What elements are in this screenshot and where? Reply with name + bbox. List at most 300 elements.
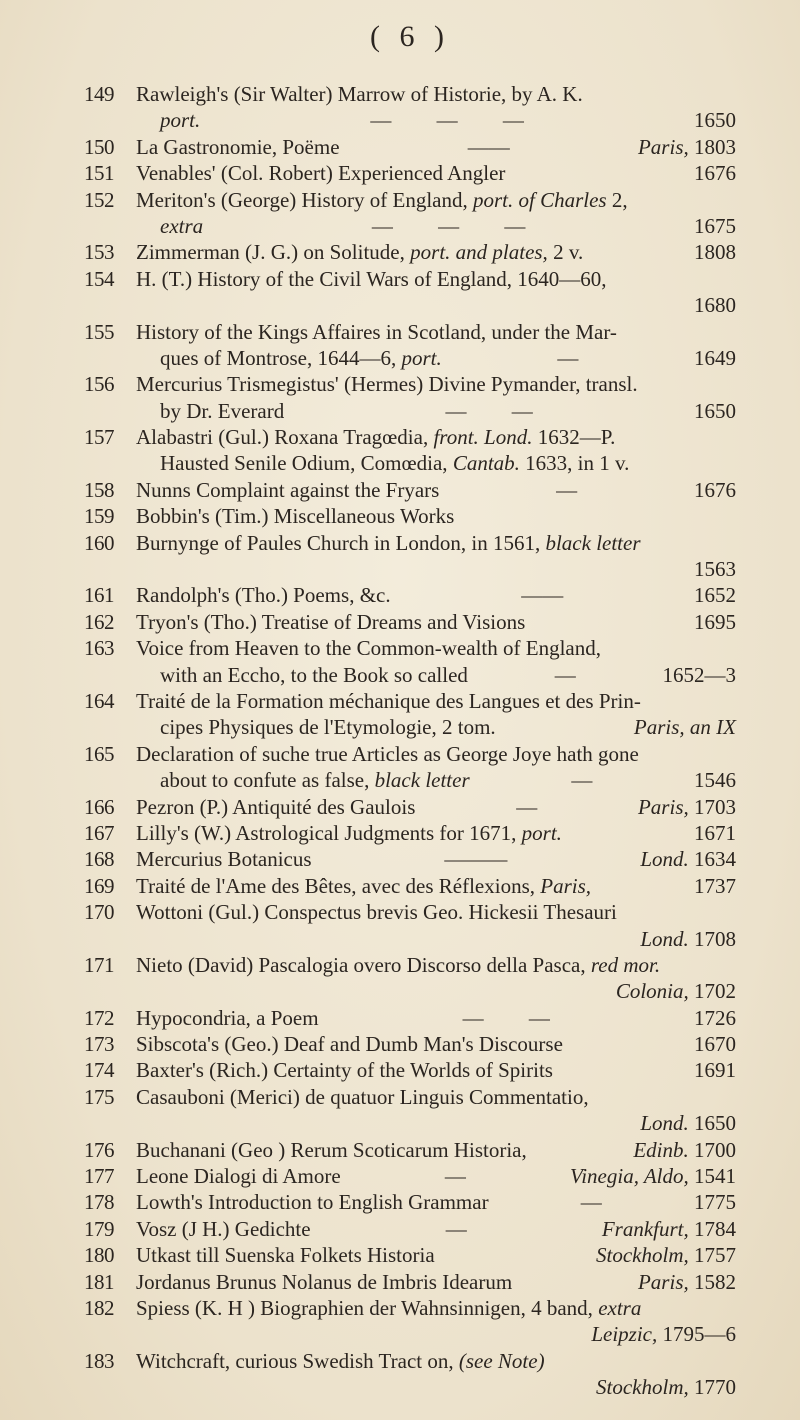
entry-imprint	[694, 1058, 736, 1083]
entry-text	[136, 847, 312, 872]
entry-text	[136, 610, 525, 635]
entry-body	[136, 979, 736, 1004]
entry-body	[136, 346, 736, 371]
entry-body	[136, 82, 736, 107]
text-segment: Hypocondria, a Poem	[136, 1005, 319, 1030]
entry-imprint	[694, 108, 736, 133]
imprint-year: 1726	[694, 1005, 736, 1030]
leader-dashes: ———	[444, 847, 508, 872]
entry-body	[136, 583, 736, 608]
catalog-entry	[84, 1270, 736, 1296]
entry-number: 151	[84, 161, 114, 186]
catalog-entry	[84, 1164, 736, 1190]
catalog-entry-continuation	[84, 346, 736, 372]
entry-text	[136, 900, 617, 925]
entry-body	[136, 1322, 736, 1347]
catalog-entry	[84, 372, 736, 398]
entry-body	[136, 663, 736, 688]
entry-number: 158	[84, 477, 114, 502]
imprint-year: 1695	[694, 609, 736, 634]
entry-text	[136, 1243, 435, 1268]
italic-text: port.	[521, 820, 562, 845]
catalog-entry	[84, 847, 736, 873]
entry-number: 176	[84, 1137, 114, 1162]
entry-body	[136, 1270, 736, 1295]
entry-number: 181	[84, 1269, 114, 1294]
text-segment: with an Eccho, to the Book so called	[160, 662, 468, 687]
entry-body	[136, 1296, 736, 1321]
catalog-entry	[84, 531, 736, 557]
entry-text	[136, 1270, 512, 1295]
entry-number: 174	[84, 1058, 114, 1083]
entry-text	[160, 214, 203, 239]
imprint-year: 1676	[694, 477, 736, 502]
entry-text	[160, 346, 442, 371]
catalog-entry	[84, 135, 736, 161]
entry-number: 182	[84, 1295, 114, 1320]
italic-text: red mor.	[590, 952, 661, 977]
entry-number: 165	[84, 741, 114, 766]
entry-imprint	[596, 1243, 736, 1268]
entry-imprint	[694, 346, 736, 371]
imprint-place: Colonia,	[615, 979, 689, 1004]
entry-imprint	[638, 1270, 736, 1295]
entry-imprint	[694, 768, 736, 793]
catalog-entry-continuation	[84, 1375, 736, 1401]
catalog-entry	[84, 1058, 736, 1084]
imprint-place: Paris,	[637, 1269, 689, 1294]
entry-imprint	[694, 478, 736, 503]
entry-number: 154	[84, 266, 114, 291]
imprint-year: 1634	[688, 847, 736, 872]
entry-body	[136, 795, 736, 820]
leader-dashes: ——	[521, 583, 564, 608]
text-segment: Voice from Heaven to the Common-wealth of England,	[136, 636, 601, 661]
catalog-entry	[84, 1243, 736, 1269]
leader-dashes: —	[444, 1164, 466, 1189]
entry-imprint	[694, 1190, 736, 1215]
text-segment: Traité de l'Ame des Bêtes, avec des Réflexions,	[136, 873, 541, 898]
catalog-entry-continuation	[84, 399, 736, 425]
imprint-year: 1671	[694, 820, 736, 845]
text-segment: 1633, in 1 v.	[519, 451, 630, 476]
entry-imprint	[694, 1006, 736, 1031]
entry-text	[136, 583, 391, 608]
leader-dashes: —	[445, 1216, 467, 1241]
italic-text: port.	[160, 108, 201, 133]
catalog-entry	[84, 610, 736, 636]
entry-imprint	[694, 821, 736, 846]
entry-number: 172	[84, 1005, 114, 1030]
entry-text	[136, 1006, 319, 1031]
entry-text	[160, 399, 284, 424]
entry-number: 163	[84, 636, 114, 661]
entry-imprint	[616, 979, 736, 1004]
entry-body	[136, 531, 736, 556]
imprint-place: Stockholm,	[596, 1243, 689, 1268]
entry-text	[136, 1217, 311, 1242]
entry-text	[160, 768, 470, 793]
catalog-entry-continuation	[84, 108, 736, 134]
entry-number: 152	[84, 187, 114, 212]
imprint-year: 1708	[688, 926, 736, 951]
entry-imprint	[694, 557, 736, 582]
catalog-entry	[84, 742, 736, 768]
entry-imprint	[694, 293, 736, 318]
text-segment: ques of Montrose, 1644—6,	[160, 345, 402, 370]
catalog-entry	[84, 1032, 736, 1058]
text-segment: Lowth's Introduction to English Grammar	[136, 1190, 489, 1215]
catalog-entry	[84, 504, 736, 530]
imprint-year: 1650	[694, 398, 736, 423]
entry-body	[136, 320, 736, 345]
catalog-entry	[84, 1296, 736, 1322]
entry-text	[136, 161, 505, 186]
entry-body	[136, 478, 736, 503]
entry-imprint	[694, 610, 736, 635]
imprint-place: Lond.	[640, 847, 689, 872]
entry-body	[136, 425, 736, 450]
imprint-year: 1652—3	[662, 662, 736, 687]
entry-number: 177	[84, 1164, 114, 1189]
leader-dashes: —	[554, 662, 576, 687]
catalog-entry	[84, 82, 736, 108]
entry-body	[136, 1164, 736, 1189]
imprint-year: 1691	[694, 1058, 736, 1083]
imprint-place: Vinegia, Aldo,	[569, 1164, 689, 1189]
imprint-place: Paris,	[637, 794, 689, 819]
imprint-place: Edinb.	[633, 1137, 689, 1162]
text-segment: Traité de la Formation méchanique des Langues et des Prin-	[136, 688, 641, 713]
italic-text: extra	[160, 213, 204, 238]
text-segment: Lilly's (W.) Astrological Judgments for 1671,	[136, 820, 522, 845]
imprint-year: 1808	[694, 240, 736, 265]
catalog-entry-continuation	[84, 557, 736, 583]
text-segment: History of the Kings Affaires in Scotland, under the Mar-	[136, 319, 617, 344]
entry-text	[136, 1190, 489, 1215]
entry-number: 178	[84, 1190, 114, 1215]
catalog-entry-continuation	[84, 214, 736, 240]
text-segment: Leone Dialogi di Amore	[136, 1164, 341, 1189]
entry-text	[136, 1296, 641, 1321]
entry-number: 166	[84, 794, 114, 819]
imprint-place: Paris, an IX	[633, 715, 736, 740]
entry-imprint	[640, 847, 736, 872]
catalog-entry	[84, 636, 736, 662]
catalog-entry	[84, 900, 736, 926]
entry-body	[136, 399, 736, 424]
leader-dashes: —	[516, 794, 538, 819]
entry-text	[136, 821, 562, 846]
entry-number: 169	[84, 873, 114, 898]
catalog-entry-continuation	[84, 979, 736, 1005]
entry-body	[136, 847, 736, 872]
imprint-year: 1795—6	[657, 1322, 736, 1347]
text-segment: Declaration of suche true Articles as George Joye hath gone	[136, 741, 639, 766]
catalog-entry	[84, 425, 736, 451]
entry-number: 162	[84, 609, 114, 634]
imprint-place: Leipzic,	[591, 1322, 658, 1347]
entry-number: 153	[84, 240, 114, 265]
entry-imprint	[591, 1322, 736, 1347]
entry-body	[136, 108, 736, 133]
entry-text	[136, 1085, 589, 1110]
text-segment: Hausted Senile Odium, Comœdia,	[160, 451, 453, 476]
catalog-entry-continuation	[84, 451, 736, 477]
text-segment: Zimmerman (J. G.) on Solitude,	[136, 240, 411, 265]
imprint-year: 1650	[688, 1111, 736, 1136]
catalog-entry	[84, 795, 736, 821]
catalog-entry	[84, 1190, 736, 1216]
entry-text	[136, 1349, 545, 1374]
text-segment: Sibscota's (Geo.) Deaf and Dumb Man's Discourse	[136, 1032, 563, 1057]
entry-body	[136, 1032, 736, 1057]
entry-text	[136, 531, 641, 556]
text-segment: Bobbin's (Tim.) Miscellaneous Works	[136, 504, 455, 529]
entry-imprint	[663, 663, 737, 688]
entry-number: 150	[84, 134, 114, 159]
catalog-entry-continuation	[84, 1111, 736, 1137]
entry-imprint	[694, 1032, 736, 1057]
text-segment: La Gastronomie, Poëme	[136, 134, 340, 159]
entry-text	[136, 1032, 563, 1057]
imprint-year: 1680	[694, 293, 736, 318]
entry-number: 170	[84, 900, 114, 925]
catalog-entry-continuation	[84, 927, 736, 953]
text-segment: H. (T.) History of the Civil Wars of England, 1640—60,	[136, 266, 607, 291]
entry-body	[136, 1111, 736, 1136]
text-segment: Mercurius Trismegistus' (Hermes) Divine Pymander, transl.	[136, 372, 638, 397]
entry-imprint	[596, 1375, 736, 1400]
entry-number: 149	[84, 82, 114, 106]
catalog-entry-continuation	[84, 663, 736, 689]
text-segment: Pezron (P.) Antiquité des Gaulois	[136, 794, 416, 819]
imprint-year: 1803	[688, 134, 736, 159]
entry-text	[136, 504, 454, 529]
leader-dashes: — — —	[371, 213, 526, 238]
catalog-list	[84, 82, 736, 1402]
text-segment: Burnynge of Paules Church in London, in 1561,	[136, 530, 546, 555]
text-segment: Randolph's (Tho.) Poems, &c.	[136, 583, 391, 608]
imprint-year: 1675	[694, 213, 736, 238]
entry-body	[136, 293, 736, 318]
catalog-entry	[84, 320, 736, 346]
imprint-year: 1670	[694, 1032, 736, 1057]
entry-body	[136, 372, 736, 397]
entry-number: 183	[84, 1348, 114, 1373]
entry-number: 156	[84, 372, 114, 397]
entry-body	[136, 953, 736, 978]
imprint-year: 1775	[694, 1190, 736, 1215]
imprint-year: 1757	[688, 1243, 736, 1268]
text-segment: Witchcraft, curious Swedish Tract on,	[136, 1348, 459, 1373]
entry-body	[136, 1375, 736, 1400]
text-segment: cipes Physiques de l'Etymologie, 2 tom.	[160, 715, 496, 740]
entry-imprint	[638, 795, 736, 820]
imprint-year: 1546	[694, 768, 736, 793]
entry-number: 164	[84, 688, 114, 713]
entry-text	[136, 742, 639, 767]
entry-body	[136, 557, 736, 582]
imprint-year: 1582	[688, 1269, 736, 1294]
catalog-entry	[84, 1217, 736, 1243]
text-segment: Spiess (K. H ) Biographien der Wahnsinnigen, 4 band,	[136, 1295, 599, 1320]
entry-text	[136, 82, 583, 107]
entry-text	[136, 267, 607, 292]
imprint-year: 1703	[688, 794, 736, 819]
catalog-entry	[84, 478, 736, 504]
entry-text	[136, 689, 641, 714]
italic-text: (see Note)	[458, 1348, 545, 1373]
text-segment: Vosz (J H.) Gedichte	[136, 1216, 311, 1241]
catalog-entry-continuation	[84, 715, 736, 741]
leader-dashes: — — —	[370, 108, 524, 133]
italic-text: black letter	[374, 768, 470, 793]
italic-text: black letter	[545, 530, 641, 555]
catalog-entry	[84, 821, 736, 847]
entry-text	[136, 795, 415, 820]
leader-dashes: —	[580, 1190, 602, 1215]
entry-body	[136, 636, 736, 661]
entry-imprint	[694, 240, 736, 265]
page-number: ( 6 )	[370, 20, 450, 53]
text-segment: Meriton's (George) History of England,	[136, 187, 473, 212]
imprint-place: Frankfurt,	[601, 1216, 689, 1241]
entry-body	[136, 1190, 736, 1215]
text-segment: Nieto (David) Pascalogia overo Discorso della Pasca,	[136, 952, 591, 977]
catalog-entry	[84, 267, 736, 293]
entry-text	[136, 478, 439, 503]
catalog-entry	[84, 874, 736, 900]
entry-body	[136, 1138, 736, 1163]
entry-text	[160, 715, 496, 740]
text-segment: Nunns Complaint against the Fryars	[136, 477, 440, 502]
entry-body	[136, 267, 736, 292]
catalog-entry	[84, 161, 736, 187]
entry-body	[136, 504, 736, 529]
entry-text	[136, 135, 340, 160]
italic-text: port.	[401, 345, 442, 370]
catalog-entry-continuation	[84, 293, 736, 319]
leader-dashes: ——	[467, 134, 510, 159]
imprint-place: Lond.	[640, 926, 689, 951]
imprint-year: 1770	[688, 1375, 736, 1400]
imprint-year: 1652	[694, 583, 736, 608]
entry-text	[136, 320, 617, 345]
entry-body	[136, 821, 736, 846]
imprint-year: 1541	[688, 1164, 736, 1189]
entry-text	[136, 240, 583, 265]
entry-number: 173	[84, 1032, 114, 1057]
entry-body	[136, 1006, 736, 1031]
entry-text	[160, 108, 200, 133]
entry-text	[136, 372, 638, 397]
catalog-entry	[84, 1006, 736, 1032]
entry-number: 160	[84, 530, 114, 555]
imprint-year: 1563	[694, 557, 736, 582]
entry-text	[136, 425, 615, 450]
entry-body	[136, 135, 736, 160]
catalog-entry	[84, 689, 736, 715]
entry-text	[136, 1138, 527, 1163]
entry-number: 167	[84, 820, 114, 845]
entry-imprint	[640, 1111, 736, 1136]
leader-dashes: —	[556, 477, 578, 502]
catalog-entry	[84, 953, 736, 979]
catalog-entry-continuation	[84, 768, 736, 794]
text-segment: by Dr. Everard	[160, 398, 285, 423]
catalog-entry	[84, 240, 736, 266]
italic-text: front. Lond.	[433, 425, 533, 450]
italic-text: port. and plates,	[410, 240, 548, 265]
italic-text: extra	[598, 1295, 642, 1320]
entry-body	[136, 1217, 736, 1242]
imprint-year: 1784	[688, 1216, 736, 1241]
imprint-year: 1676	[694, 161, 736, 186]
entry-body	[136, 161, 736, 186]
text-segment: Venables' (Col. Robert) Experienced Angler	[136, 161, 506, 186]
text-segment: Tryon's (Tho.) Treatise of Dreams and Visions	[136, 609, 526, 634]
text-segment: about to confute as false,	[160, 768, 375, 793]
entry-text	[160, 451, 629, 476]
entry-imprint	[570, 1164, 736, 1189]
text-segment: Jordanus Brunus Nolanus de Imbris Idearum	[136, 1269, 513, 1294]
entry-imprint	[602, 1217, 736, 1242]
entry-number: 179	[84, 1216, 114, 1241]
text-segment: 1632—P.	[532, 425, 616, 450]
italic-text: Cantab.	[452, 451, 520, 476]
imprint-year: 1650	[694, 108, 736, 133]
entry-text	[136, 874, 591, 899]
entry-number: 175	[84, 1084, 114, 1109]
entry-body	[136, 874, 736, 899]
entry-text	[136, 636, 601, 661]
entry-body	[136, 188, 736, 213]
catalog-entry	[84, 1349, 736, 1375]
entry-text	[160, 663, 468, 688]
leader-dashes: —	[557, 345, 579, 370]
entry-number: 155	[84, 319, 114, 344]
imprint-place: Lond.	[640, 1111, 689, 1136]
catalog-entry	[84, 1085, 736, 1111]
imprint-year: 1737	[694, 873, 736, 898]
entry-body	[136, 768, 736, 793]
entry-imprint	[694, 161, 736, 186]
text-segment: 2 v.	[547, 240, 584, 265]
entry-body	[136, 451, 736, 476]
imprint-year: 1702	[688, 979, 736, 1004]
entry-body	[136, 240, 736, 265]
entry-text	[136, 188, 628, 213]
catalog-entry	[84, 583, 736, 609]
entry-text	[136, 1058, 553, 1083]
text-segment: Buchanani (Geo ) Rerum Scoticarum Historia,	[136, 1137, 527, 1162]
entry-imprint	[634, 715, 736, 740]
entry-number: 157	[84, 425, 114, 450]
entry-body	[136, 610, 736, 635]
text-segment: 2,	[606, 187, 628, 212]
italic-text: port. of Charles	[473, 187, 607, 212]
entry-imprint	[694, 399, 736, 424]
entry-number: 180	[84, 1243, 114, 1268]
text-segment: Mercurius Botanicus	[136, 847, 312, 872]
entry-imprint	[694, 874, 736, 899]
entry-number: 168	[84, 847, 114, 872]
imprint-year: 1700	[688, 1137, 736, 1162]
entry-body	[136, 742, 736, 767]
entry-body	[136, 1085, 736, 1110]
text-segment: Utkast till Suenska Folkets Historia	[136, 1243, 435, 1268]
